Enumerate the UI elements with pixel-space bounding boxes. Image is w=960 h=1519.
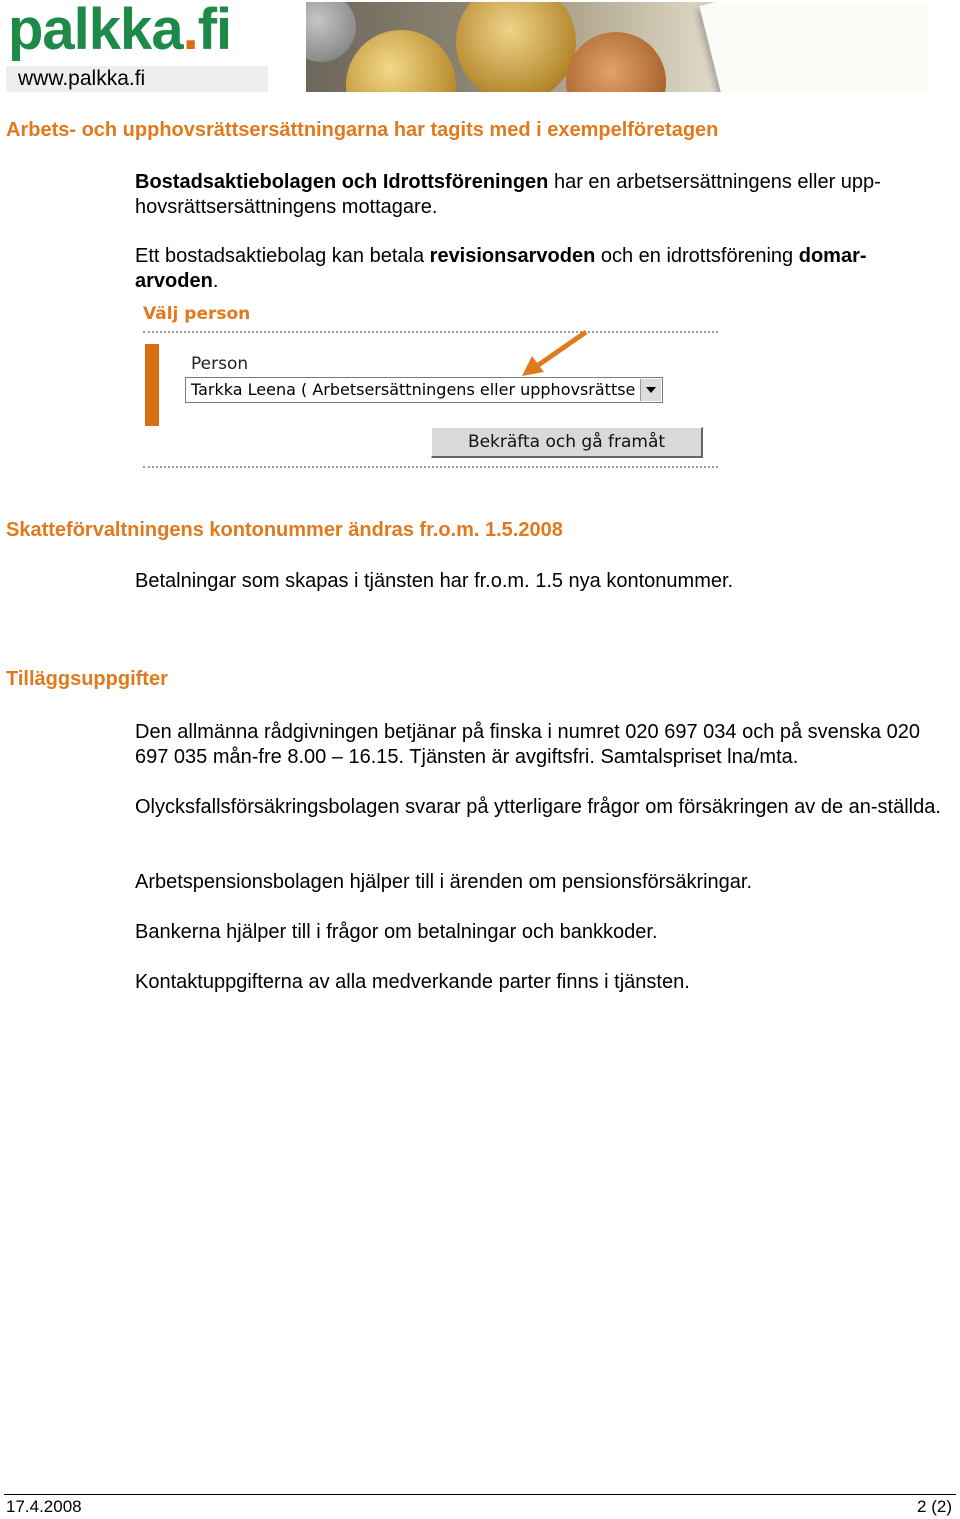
footer-divider [4, 1494, 956, 1495]
pointer-arrow-icon [520, 328, 590, 378]
logo-url: www.palkka.fi [6, 66, 268, 92]
section-heading-ersattningar: Arbets- och upphovsrättsersättningarna har tagits med i exempelföretagen [6, 119, 719, 141]
section-heading-kontonummer: Skatteförvaltningens kontonummer ändras fr.o.m. 1.5.2008 [6, 519, 563, 541]
person-select[interactable] [185, 377, 663, 403]
person-select-value: Tarkka Leena ( Arbetsersättningens eller upphovsrättse [191, 380, 636, 399]
paragraph-arbetspension: Arbetspensionsbolagen hjälper till i ärenden om pensionsförsäkringar. [135, 871, 753, 893]
paragraph-olycksfall: Olycksfallsförsäkringsbolagen svarar på ytterligare frågor om försäkringen av de an-ställda. [135, 796, 941, 818]
palkka-logo [6, 2, 268, 92]
section-heading-tillaggsuppgifter: Tilläggsuppgifter [6, 668, 168, 690]
embedded-screenshot-valj-person [135, 298, 720, 470]
person-label: Person [191, 354, 249, 374]
valj-person-title: Välj person [143, 304, 251, 324]
divider [143, 466, 718, 468]
paragraph-mottagare: Bostadsaktiebolagen och Idrottsföreningen har en arbetsersättningens eller upp-hovsrättsersättningens mottagare. [135, 171, 881, 218]
chevron-down-icon[interactable] [640, 379, 661, 401]
paragraph-kontonummer: Betalningar som skapas i tjänsten har fr.o.m. 1.5 nya kontonummer. [135, 570, 734, 592]
paragraph-bankerna: Bankerna hjälper till i frågor om betalningar och bankkoder. [135, 921, 658, 943]
confirm-continue-button[interactable]: Bekräfta och gå framåt [431, 427, 703, 458]
footer-date: 17.4.2008 [6, 1497, 82, 1516]
orange-marker-bar [145, 344, 159, 426]
coins-banner-image [306, 2, 927, 92]
paragraph-kontaktuppgifter: Kontaktuppgifterna av alla medverkande parter finns i tjänsten. [135, 971, 690, 993]
divider [143, 331, 718, 333]
paragraph-radgivning: Den allmänna rådgivningen betjänar på finska i numret 020 697 034 och på svenska 020 697 035 mån-fre 8.00 – 16.15. Tjänsten är avgiftsfri. Samtalspriset lna/mta. [135, 721, 920, 768]
page-header [0, 0, 960, 96]
logo-text: palkka.fi [8, 0, 232, 62]
paragraph-arvoden: Ett bostadsaktiebolag kan betala revisionsarvoden och en idrottsförening domar-arvoden. [135, 245, 867, 292]
footer-page-number: 2 (2) [917, 1497, 952, 1516]
